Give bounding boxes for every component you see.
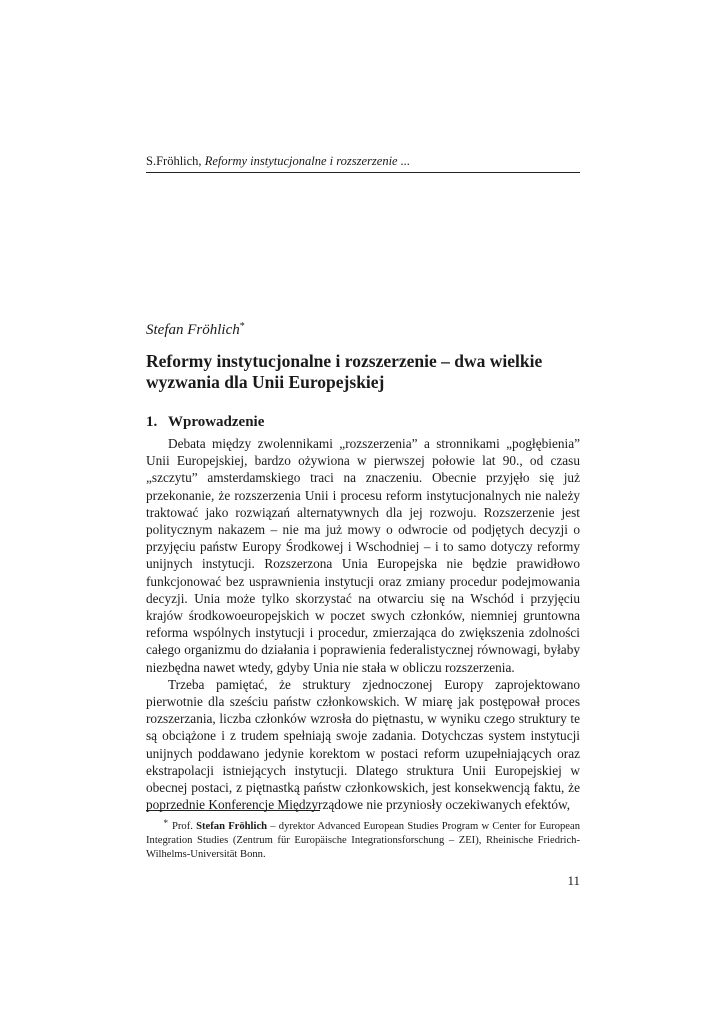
article-author	[146, 322, 245, 339]
section-title: Wprowadzenie	[168, 414, 265, 430]
paragraph-1: Debata między zwolennikami „rozszerzenia” a stronnikami „pogłębienia” Unii Europejskiej, bardzo ożywiona w pierwszej połowie lat 90., od czasu „szczytu” amsterdamskiego traci na znaczeniu. Obecnie przyjęło się już przekonanie, że rozszerzenia Unii i procesu reform instytucjonalnych nie należy traktować jako rozwiązań alternatywnych dla jej rozwoju. Rozszerzenie jest politycznym nakazem – nie ma już mowy o odwrocie od podjętych decyzji o przyjęciu państw Europy Środkowej i Wschodniej – i to samo dotyczy reformy unijnych instytucji. Rozszerzona Unia Europejska nie będzie prawidłowo funkcjonować bez usprawnienia instytucji oraz zmiany procedur podejmowania decyzji. Unia może tylko skorzystać na otwarciu się na Wschód i przyjęciu krajów środkowoeuropejskich w poczet swych członków, niemniej gruntowna reforma wspólnych instytucji i procedur, zmierzająca do zwiększenia zdolności całego organizmu do działania i poprawienia federalistycznej równowagi, byłaby niezbędna nawet wtedy, gdyby Unia nie stała w obliczu rozszerzenia.	[146, 436, 580, 675]
author-footnote-mark[interactable]: *	[239, 321, 245, 332]
header-author: S.Fröhlich,	[146, 154, 205, 168]
header-rule	[146, 172, 580, 173]
article-title: Reformy instytucjonalne i rozszerzenie – dwa wielkie wyzwania dla Unii Europejskiej	[146, 351, 543, 392]
body-text	[146, 435, 580, 813]
footnote-mark: *	[163, 818, 168, 828]
footnote	[146, 819, 580, 863]
running-header	[146, 153, 580, 169]
footnote-rule	[146, 810, 320, 811]
section-heading	[146, 413, 580, 431]
footnote-text: – dyrektor Advanced European Studies Program w Center for European Integration Studies (Zentrum für Europäische Integrationsforschung – ZEI), Rheinische Friedrich-Wilhelms-Universität Bonn.	[146, 821, 580, 861]
author-name: Stefan Fröhlich	[146, 322, 240, 338]
header-running-title: Reformy instytucjonalne i rozszerzenie ...	[204, 154, 411, 168]
paragraph-2: Trzeba pamiętać, że struktury zjednoczonej Europy zaprojektowano pierwotnie dla sześciu państw członkowskich. W miarę jak postępował proces rozszerzania, liczba członków wzrosła do piętnastu, w wyniku czego struktury te są obciążone i z trudem spełniają swoje zadania. Dotychczas system instytucji unijnych poddawano jedynie korektom w postaci reform uzupełniających oraz ekstrapolacji istniejących instytucji. Dlatego struktura Unii Europejskiej w obecnej postaci, z piętnastką państw członkowskich, jest konsekwencją faktu, że poprzednie Konferencje Międzyrządowe nie przyniosły oczekiwanych efektów,	[146, 676, 580, 813]
page-number: 11	[567, 873, 580, 888]
footnote-author-name: Stefan Fröhlich	[196, 821, 268, 832]
section-number: 1.	[146, 414, 158, 430]
footnote-prefix: Prof.	[172, 821, 197, 832]
